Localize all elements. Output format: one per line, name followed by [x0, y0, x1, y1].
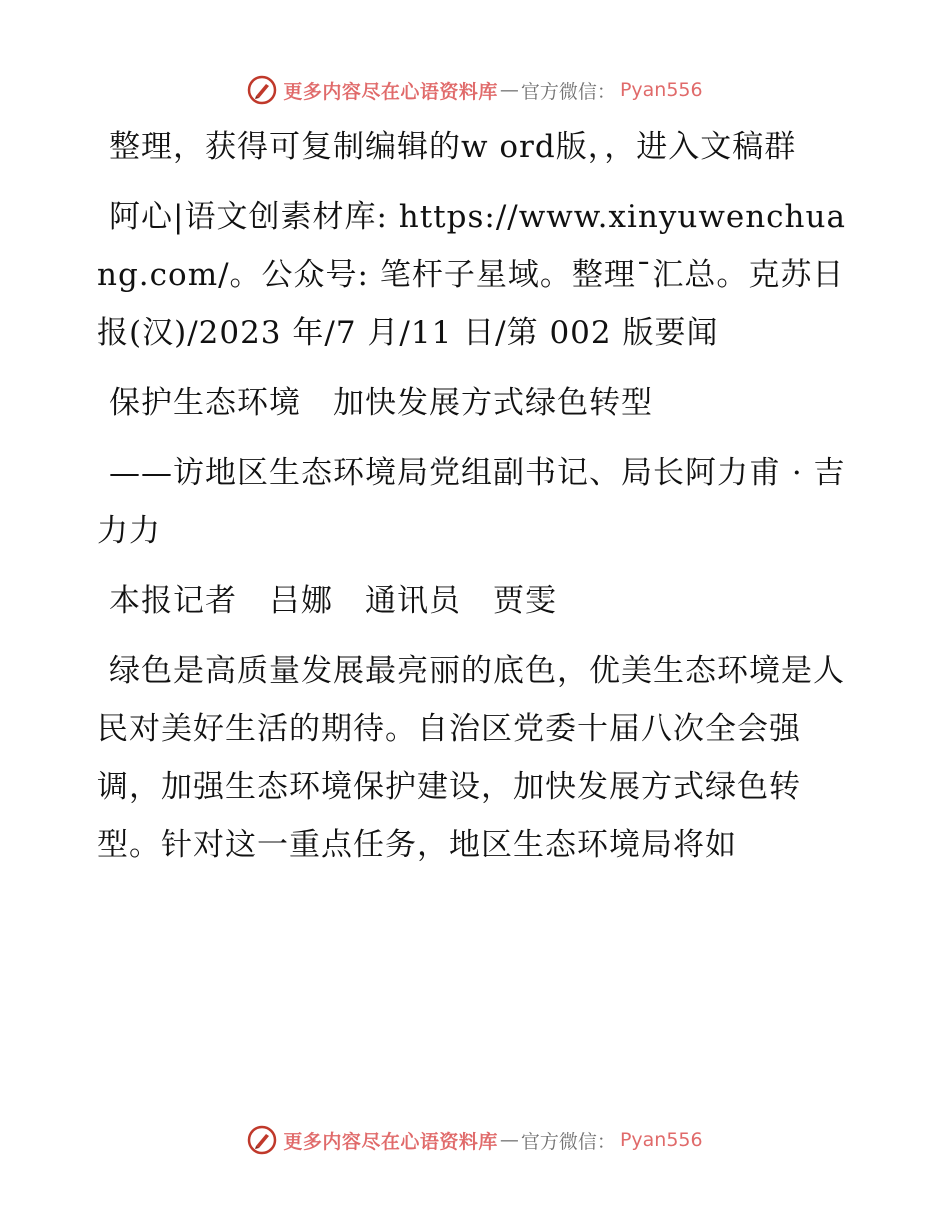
subheadline-text: ——访地区生态环境局党组副书记、局长阿力甫 · 吉力力	[97, 455, 846, 549]
article-headline	[97, 374, 857, 432]
paragraph-text: 阿心|语文创素材库: https://www.xinyuwenchuang.com/。公众号: 笔杆子星域。整理¯汇总。克苏日报(汉)/2023 年/7 月/11 日/第 002 版要闻	[97, 199, 846, 351]
paragraph-text: 绿色是高质量发展最亮丽的底色，优美生态环境是人民对美好生活的期待。自治区党委十届八次全会强调，加强生态环境保护建设，加快发展方式绿色转型。针对这一重点任务，地区生态环境局将如	[97, 653, 845, 863]
wechat-label: 官方微信：	[520, 80, 616, 103]
pen-circle-icon	[247, 1125, 277, 1155]
paragraph-text: 整理，获得可复制编辑的w ord版，，进入文稿群	[109, 129, 797, 165]
watermark-brand: 更多内容尽在心语资料库	[283, 1130, 498, 1153]
wechat-id: Pyan556	[619, 79, 703, 101]
article-byline	[97, 572, 857, 630]
watermark-footer	[0, 1120, 950, 1160]
article-lead-paragraph	[97, 642, 857, 874]
paragraph-intro	[97, 118, 857, 176]
headline-text: 保护生态环境 加快发展方式绿色转型	[109, 385, 653, 421]
byline-text: 本报记者 吕娜 通讯员 贾雯	[109, 583, 557, 619]
watermark-brand: 更多内容尽在心语资料库	[283, 80, 498, 103]
paragraph-source	[97, 188, 857, 362]
document-body	[97, 118, 857, 886]
watermark-separator: —	[499, 1129, 519, 1151]
article-subheadline	[97, 444, 857, 560]
wechat-label: 官方微信：	[520, 1130, 616, 1153]
wechat-id: Pyan556	[619, 1129, 703, 1151]
watermark-separator: —	[499, 79, 519, 101]
pen-circle-icon	[247, 75, 277, 105]
watermark-header	[0, 70, 950, 110]
